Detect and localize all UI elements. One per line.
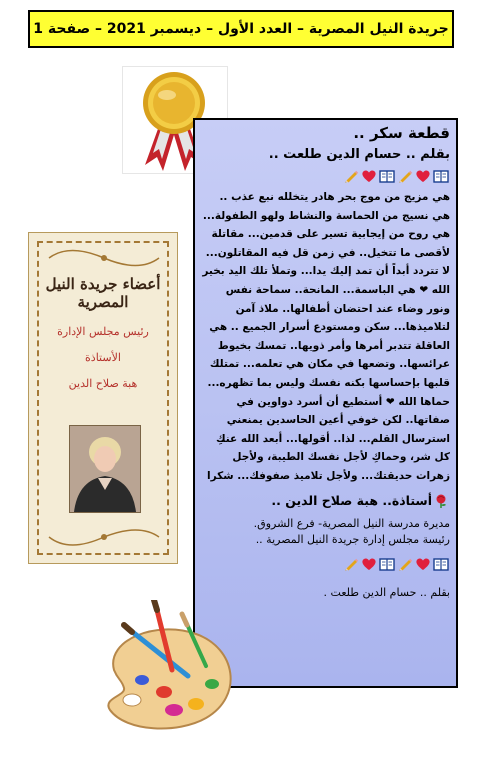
portrait-photo <box>69 425 141 513</box>
heart-icon <box>361 168 377 184</box>
role-line-1: مديرة مدرسة النيل المصرية- فرع الشروق. <box>253 516 450 530</box>
heart-icon <box>415 556 431 572</box>
book-icon <box>379 556 395 572</box>
role-line-2: رئيسة مجلس إدارة جريدة النيل المصرية .. <box>255 532 450 546</box>
heart-icon <box>415 168 431 184</box>
book-icon <box>379 168 395 184</box>
signature-line <box>201 490 450 512</box>
poster-line-3: هبة صلاح الدين <box>68 377 138 390</box>
book-icon <box>433 168 449 184</box>
header-text: جريدة النيل المصرية – العدد الأول – ديسمبر 2021 – صفحة 1 <box>33 21 449 37</box>
newspaper-header <box>28 10 454 48</box>
paint-palette-icon <box>96 600 246 740</box>
byline: بقلم .. حسام الدين طلعت . <box>323 585 450 599</box>
rose-icon <box>433 493 449 509</box>
pencil-icon <box>397 168 413 184</box>
pencil-icon <box>343 556 359 572</box>
members-poster <box>28 232 178 564</box>
pencil-icon <box>343 168 359 184</box>
author-line: بقلم .. حسام الدين طلعت .. <box>268 147 450 162</box>
poster-title: أعضاء جريدة النيل المصرية <box>45 275 161 311</box>
poster-line-2: الأستاذة <box>85 351 121 364</box>
emoji-row-bottom <box>201 554 450 574</box>
ornament-top-icon <box>39 243 169 273</box>
article-title: قطعة سكر .. <box>353 124 450 142</box>
heart-icon <box>361 556 377 572</box>
signature-text: أستاذة.. هبة صلاح الدين .. <box>271 492 432 508</box>
article-body: هي مزيج من موج بحر هادر يتخلله نبع عذب .. هي نسيج من الحماسة والنشاط ولهو الطفولة... هي روح من إيجابية تسير على قدمين... مقاتلة لأقصى ما تتخيل.. في زمن قل فيه المقاتلون... لا تتردد أبداً أن تمد إليك يدا... وتملأ تلك اليد بخير الله ❤ هي الباسمة... المانحة.. سماحة نفس ونور وضاء عند احتضان أطفالها.. ملاذ آمن لتلاميذها... سكن ومستودع أسرار الجميع .. هي العاقلة تتدبر أمرها وأمر ذويها.. تمسك بخيوط عرائسها.. وتضعها في مكان هي تعلمه... تمتلك قلبها بإحساسها بكنه نفسك وليس بما تظهره... حماها الله ❤ أستطيع أن أسرد دواوين في صفاتها.. لكن خوفي أعين الحاسدين يمنعني استرسال القلم... لذا.. أقولها... أبعد الله عنكِ كل شر، وحماكِ لأجل نفسك الطيبة، ولأجل زهرات حديقتك... ولأجل تلاميذ صفوفك... شكرا <box>202 191 450 482</box>
book-icon <box>433 556 449 572</box>
ornament-bottom-icon <box>39 527 169 553</box>
pencil-icon <box>397 556 413 572</box>
emoji-row-top <box>201 166 450 186</box>
poster-line-1: رئيس مجلس الإدارة <box>57 325 149 338</box>
